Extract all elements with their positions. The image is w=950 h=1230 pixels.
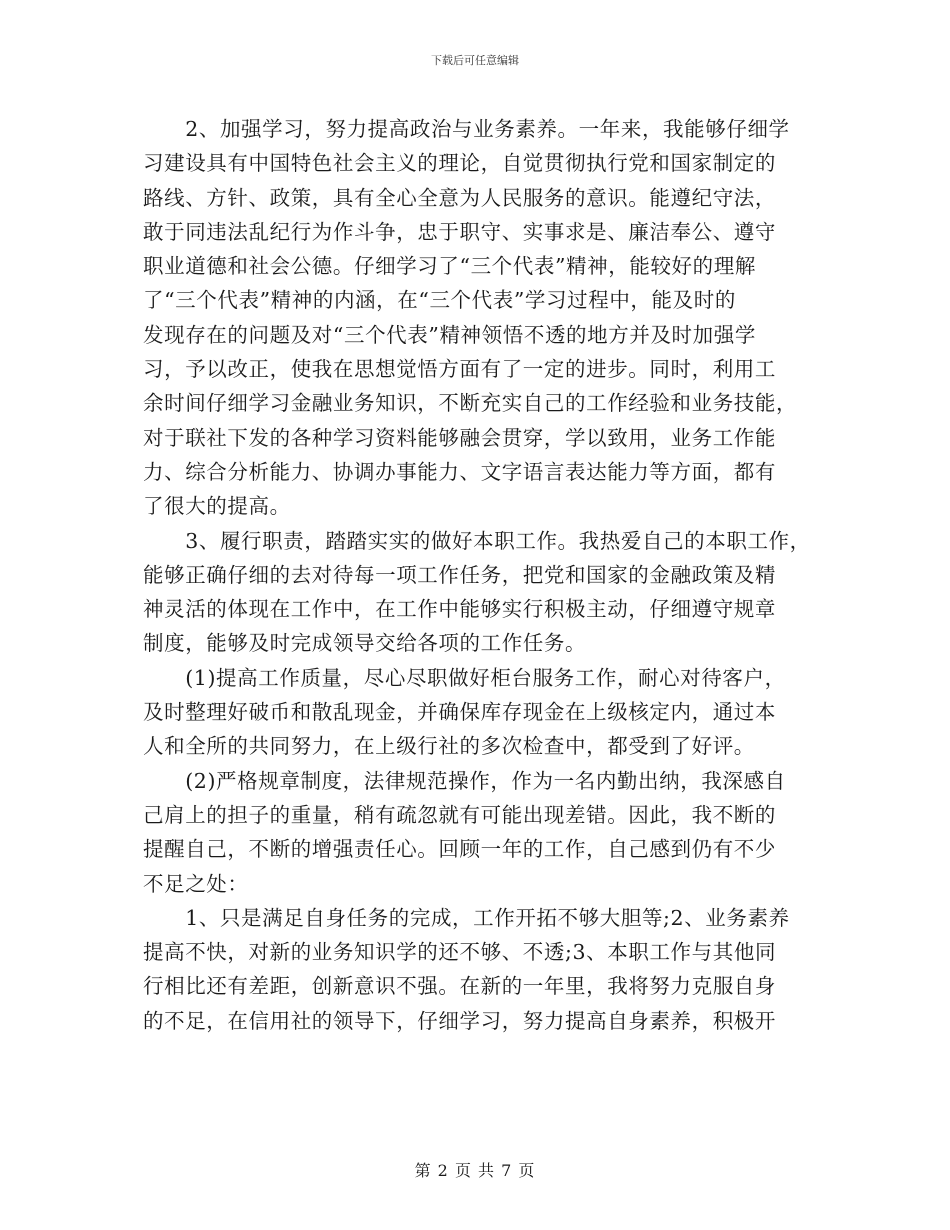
- page-header: 下载后可任意编辑: [431, 54, 519, 67]
- text-line: (1)提高工作质量，尽心尽职做好柜台服务工作，耐心对待客户，: [143, 665, 786, 690]
- text-line: 己肩上的担子的重量，稍有疏忽就有可能出现差错。因此，我不断的: [143, 802, 776, 827]
- text-line: 行相比还有差距，创新意识不强。在新的一年里，我将努力克服自身: [143, 974, 776, 999]
- text-line: 习建设具有中国特色社会主义的理论，自觉贯彻执行党和国家制定的: [143, 151, 776, 176]
- text-line: 神灵活的体现在工作中，在工作中能够实行积极主动，仔细遵守规章: [143, 597, 776, 622]
- text-line: 余时间仔细学习金融业务知识，不断充实自己的工作经验和业务技能，: [143, 391, 798, 416]
- text-line: (2)严格规章制度，法律规范操作，作为一名内勤出纳，我深感自: [143, 768, 786, 793]
- text-line: 对于联社下发的各种学习资料能够融会贯穿，学以致用，业务工作能: [143, 425, 776, 450]
- text-line: 3、履行职责，踏踏实实的做好本职工作。我热爱自己的本职工作，: [143, 528, 811, 553]
- text-line: 力、综合分析能力、协调办事能力、文字语言表达能力等方面，都有: [143, 459, 776, 484]
- text-line: 2、加强学习，努力提高政治与业务素养。一年来，我能够仔细学: [143, 117, 790, 141]
- text-line: 人和全所的共同努力，在上级行社的多次检查中，都受到了好评。: [143, 734, 755, 759]
- text-line: 的不足，在信用社的领导下，仔细学习，努力提高自身素养，积极开: [143, 1008, 776, 1033]
- text-line: 职业道德和社会公德。仔细学习了“三个代表”精神，能较好的理解: [143, 254, 756, 279]
- text-line: 了很大的提高。: [143, 494, 291, 519]
- text-line: 提高不快，对新的业务知识学的还不够、不透;3、本职工作与其他同: [143, 940, 777, 965]
- text-line: 制度，能够及时完成领导交给各项的工作任务。: [143, 631, 587, 656]
- text-line: 1、只是满足自身任务的完成，工作开拓不够大胆等;2、业务素养: [143, 905, 790, 930]
- text-line: 路线、方针、政策，具有全心全意为人民服务的意识。能遵纪守法，: [143, 185, 776, 210]
- text-line: 及时整理好破币和散乱现金，并确保库存现金在上级核定内，通过本: [143, 700, 776, 725]
- document-body: [143, 112, 809, 1038]
- text-line: 习，予以改正，使我在思想觉悟方面有了一定的进步。同时，利用工: [143, 357, 776, 382]
- page-footer: 第 2 页 共 7 页: [414, 1161, 536, 1180]
- text-line: 了“三个代表”精神的内涵，在“三个代表”学习过程中，能及时的: [143, 288, 736, 313]
- text-line: 不足之处：: [143, 871, 249, 896]
- text-line: 提醒自己，不断的增强责任心。回顾一年的工作，自己感到仍有不少: [143, 837, 776, 862]
- text-line: 发现存在的问题及对“三个代表”精神领悟不透的地方并及时加强学: [143, 322, 756, 347]
- text-line: 能够正确仔细的去对待每一项工作任务，把党和国家的金融政策及精: [143, 562, 776, 587]
- text-line: 敢于同违法乱纪行为作斗争，忠于职守、实事求是、廉洁奉公、遵守: [143, 219, 776, 244]
